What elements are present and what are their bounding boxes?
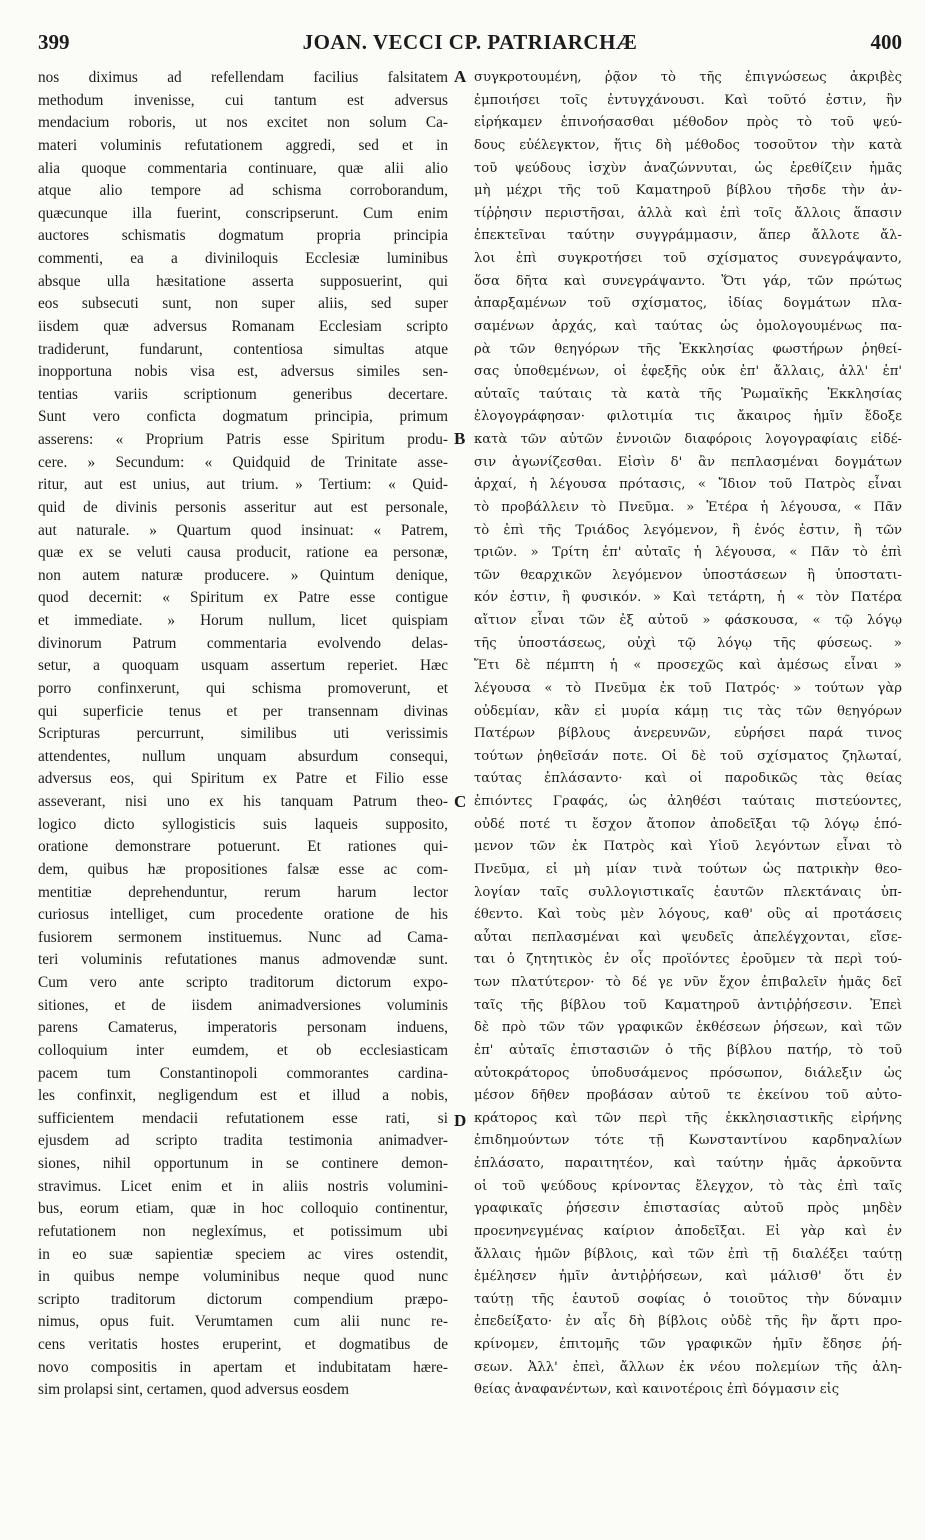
- greek-text-line: συγκροτουμένη, ῥᾷον τὸ τῆς ἐπιγνώσεως ἀκριβὲς: [474, 70, 902, 85]
- latin-text-line: nos diximus ad refellendam facilius falsitatem: [38, 69, 448, 86]
- greek-text-line: δὲ πρὸ τῶν τῶν γραφικῶν ἐκθέσεων ῥήσεων, καὶ τῶν: [474, 1020, 902, 1036]
- greek-text-line: ἐμποιήσει τοῖς ἐντυγχάνουσι. Καὶ τοῦτό ἐστιν, ἣν: [474, 92, 902, 108]
- latin-text-line: aut naturale. » Quartum quod insinuat: « Patrem,: [38, 521, 448, 539]
- greek-text-line: εἰρήκαμεν ἐπινοήσασθαι μέθοδον πρὸς τὸ τοῦ ψεύ-: [474, 115, 902, 131]
- greek-column: [474, 67, 902, 1517]
- latin-text-line: setur, a quoquam usquam assertum reperiet. Hæc: [38, 657, 448, 675]
- latin-text-line: bus, eorum etiam, quæ in hoc colloquio continentur,: [38, 1200, 448, 1218]
- latin-text-line: dem, quibus hæ propositiones falsæ esse ac com-: [38, 860, 448, 878]
- latin-text-line: mendacium roboris, ut nos excitet non solum Ca-: [38, 114, 448, 132]
- latin-text-line: auctores schismatis dogmatum propria principia: [38, 227, 448, 245]
- greek-text-line: τὸ ἐπὶ τῆς Τριάδος λεγόμενον, ἢ ἑνός ἐστιν, ἢ τῶν: [474, 522, 902, 538]
- greek-text-line: ἐπεκτεῖναι ταύτην συγγράμμασιν, ἅπερ ἄλλοτε ἄλ-: [474, 228, 902, 244]
- greek-text-line: κρίνομεν, ἐπιτομῆς τῶν γραφικῶν ἡμῖν ἔδησε ῥή-: [474, 1337, 902, 1352]
- greek-text-line: οὐδέ ποτέ τι ἔσχον ἄτοπον ἀποδεῖξαι τῷ λόγῳ ἑπό-: [474, 816, 902, 832]
- latin-text-line: pacem tum Constantinopoli commorantes cardina-: [38, 1064, 448, 1082]
- greek-text-line: ἀρχαί, ἡ λέγουσα πρότασις, « Ἴδιον τοῦ Πατρὸς εἶναι: [474, 477, 902, 493]
- greek-text-line: λοι ἐπὶ συγκροτήσει τοῦ σχίσματος συνεγράψαντο,: [474, 251, 902, 266]
- greek-text-line: ἐπ' αὐταῖς ἐπιστασιῶν ὁ τῆς βίβλου πατήρ, τὸ τοῦ: [474, 1042, 902, 1058]
- latin-text-line: colloquium inter eumdem, et ob ecclesiasticam: [38, 1041, 448, 1059]
- latin-text-line: porro confinxerunt, qui schisma promoverunt, et: [38, 679, 448, 697]
- latin-text-line: adversus eos, qui Spiritum ex Patre et Filio esse: [38, 770, 448, 788]
- latin-text-line: quid de divinis personis asseritur aut est personale,: [38, 498, 448, 516]
- latin-text-line: sim prolapsi sint, certamen, quod adversus eosdem: [38, 1381, 349, 1399]
- latin-text-line: quod decernit: « Spiritum ex Patre esse contigue: [38, 589, 448, 607]
- greek-text-line: κατὰ τῶν αὐτῶν ἐννοιῶν διαφόροις λογογραφίαις εἰδέ-: [474, 432, 902, 447]
- greek-text-line: ἀπαρξαμένων τοῦ σχίσματος, ἰδίας δογμάτων πλα-: [474, 296, 902, 312]
- greek-text-line: σαμένων ἀρχάς, καὶ ταύτας ὡς ὁμολογουμένως πα-: [474, 318, 902, 334]
- latin-column: [38, 67, 448, 1517]
- latin-text-line: attendentes, nullum unquam absurdum consequi,: [38, 747, 448, 765]
- greek-text-line: τούτων ῥηθεῖσάν ποτε. Οἱ δὲ τοῦ σχίσματος ζηλωταί,: [474, 748, 902, 764]
- latin-text-line: methodum invenisse, cui tantum est adversus: [38, 91, 448, 109]
- greek-text-line: τὸ προβάλλειν τὸ Πνεῦμα. » Ἑτέρα ἡ λέγουσα, « Πᾶν: [474, 499, 902, 515]
- greek-text-line: σας ὑποθεμένων, οἱ ἐφεξῆς οὐκ ἐπ' ἄλλαις, ἀλλ' ἐπ': [474, 364, 902, 380]
- latin-text-line: les confinxit, negligendum est et illud a nobis,: [38, 1087, 448, 1105]
- latin-text-line: curiosus intelliget, cum procedente oratione de his: [38, 906, 448, 924]
- greek-text-line: ἄλλαις ἡμῶν βίβλοις, καὶ τῶν ἐπὶ τῇ διαλέξει ταύτῃ: [474, 1246, 902, 1262]
- greek-text-line: θείας ἀναφανέντων, καὶ καινοτέροις ἐπὶ δόγμασιν εἰς: [474, 1382, 840, 1398]
- latin-text-line: tentias variis scriptionum generibus decertare.: [38, 385, 448, 403]
- page-header: [38, 30, 902, 60]
- latin-text-line: et immediate. » Horum nullum, licet quispiam: [38, 612, 448, 629]
- greek-text-line: μενον τῶν ἐκ Πατρὸς καὶ Υἱοῦ λεγόντων εἶναι τὸ: [474, 839, 902, 855]
- latin-text-line: in eo suæ sapientiæ speciem ac vires ostendit,: [38, 1245, 448, 1263]
- section-marker-a: A: [454, 67, 467, 86]
- greek-text-line: δους εὐέλεγκτον, ἥτις δὴ μέθοδος τοσοῦτον τὴν κατὰ: [474, 137, 902, 153]
- greek-text-line: Πατέρων βίβλους ἀνερευνῶν, εὑρήσει παρά τινος: [474, 726, 902, 742]
- section-marker-d: D: [454, 1111, 467, 1130]
- greek-text-line: ἐπιόντες Γραφάς, ὡς ἀληθέσι ταύταις πιστεύοντες,: [474, 794, 902, 809]
- latin-text-line: cens veritatis hostes eruperint, et dogmatibus de: [38, 1336, 448, 1353]
- greek-text-line: τοῦ ψεύδους ἰσχὺν ἀναζώννυται, ὡς ἐρεθίζειν ἡμᾶς: [474, 160, 902, 176]
- greek-text-line: Πνεῦμα, εἰ μὴ μίαν τινὰ τούτων ὡς πατρικὴν θεο-: [474, 861, 902, 877]
- greek-text-line: κράτορος καὶ τῶν περὶ τῆς ἐκκλησιαστικῆς εἰρήνης: [474, 1110, 902, 1126]
- greek-text-line: ἐπιδημούντων τότε τῇ Κωνσταντίνου καρδηναλίων: [474, 1133, 902, 1149]
- latin-text-line: divinorum Patrum commentaria evolvendo delas-: [38, 634, 448, 652]
- latin-text-line: inopportuna nobis visa est, adversus similes sen-: [38, 363, 448, 381]
- latin-text-line: quæ ex se veluti causa producit, ratione ea personæ,: [38, 544, 448, 562]
- latin-text-line: commenti, ea a diviniloquis Ecclesiæ luminibus: [38, 250, 448, 267]
- latin-text-line: Sunt vero conficta dogmatum principia, primum: [38, 408, 448, 426]
- greek-text-line: ταύτῃ τῆς ἑαυτοῦ σοφίας ὁ τοιοῦτος τὴν δύναμιν: [474, 1291, 902, 1307]
- latin-text-line: Cum vero ante scripto traditorum dictorum expo-: [38, 974, 448, 991]
- latin-text-line: materi voluminis refutationem aggredi, sed et in: [38, 136, 448, 154]
- latin-text-line: oratione demonstrare potuerunt. Et rationes qui-: [38, 838, 448, 856]
- greek-text-line: ται ὁ ζητητικὸς ἐν οἷς προϊόντες ἐροῦμεν τὰ περὶ τού-: [474, 952, 902, 968]
- latin-text-line: ritur, aut est unius, aut trium. » Tertium: « Quid-: [38, 476, 448, 494]
- greek-text-line: ὅσα δῆτα καὶ συνεγράψαντο. Ὅτι γάρ, τῶν πρώτως: [474, 273, 902, 289]
- greek-text-line: τῆς ὑποστάσεως, οὐχὶ τῷ λόγῳ τῆς φύσεως. »: [474, 635, 902, 651]
- greek-text-line: ἐμέλησεν ἡμῖν ἀντιῤῥήσεων, καὶ μάλισθ' ὅτι ἐν: [474, 1269, 902, 1285]
- page-number-right: 400: [870, 30, 902, 54]
- greek-text-line: ἐπλάσατο, παραιτητέον, καὶ ταύτην ἡμᾶς ἀρκοῦντα: [474, 1156, 902, 1171]
- latin-text-line: atque alio tempore ad schisma corroborandum,: [38, 182, 448, 200]
- latin-text-line: tradiderunt, fundarunt, contentiosa simultas atque: [38, 340, 448, 358]
- latin-text-line: teri voluminis refutationes manus admovendæ sunt.: [38, 951, 448, 969]
- greek-text-line: αἴτιον εἶναι τῶν ἐξ αὐτοῦ » φάσκουσα, « τῷ λόγῳ: [474, 613, 902, 628]
- latin-text-line: novo compositis in apertam et indubitatam hære-: [38, 1358, 448, 1376]
- latin-text-line: nimus, opus fuit. Verumtamen cum alii nunc re-: [38, 1313, 448, 1331]
- greek-text-line: έθεντο. Καὶ τοὺς μὲν λόγους, καθ' οὓς αἱ προτάσεις: [474, 907, 902, 923]
- greek-text-line: ἐλογογράφησαν· φιλοτιμία τις ἄκαιρος ἡμῖν ἔδοξε: [474, 409, 902, 425]
- greek-text-line: μέσον δῆθεν προβάσαν αὐτοῦ τε ἐκείνου τοῦ αὐτο-: [474, 1088, 902, 1104]
- latin-text-line: scripto traditorum dictorum compendium præpo-: [38, 1290, 448, 1308]
- running-title: JOAN. VECCI CP. PATRIARCHÆ: [302, 30, 638, 54]
- greek-text-line: ἐπεδείξατο· ἐν αἷς δὴ βίβλοις οὐδὲ τῆς ἣν ἄρτι προ-: [474, 1314, 902, 1330]
- greek-text-line: σιν ἀγωνίζεσθαι. Εἰσὶν δ' ἂν πεπλασμέναι δογμάτων: [474, 454, 902, 470]
- latin-text-line: in quibus nempe voluminibus neque quod nunc: [38, 1268, 448, 1286]
- greek-text-line: ταῖς τῆς βίβλου τοῦ Καματηροῦ ἀντιῤῥήσεσιν. Ἐπεὶ: [474, 997, 902, 1013]
- latin-text-line: absque ulla hæsitatione asserta supposuerint, qui: [38, 272, 448, 290]
- greek-text-line: των πλατύτερον· τὸ δέ γε νῦν ἔχον ἐπιβαλεῖν ἡμᾶς δεῖ: [474, 975, 902, 990]
- greek-text-line: ρὰ τῶν θεηγόρων τῆς Ἐκκλησίας φωστήρων ῥηθεί-: [474, 341, 902, 357]
- greek-text-line: προενηνεγμένας καίριον ἀποδεῖξαι. Εἰ γὰρ καὶ ἐν: [474, 1223, 902, 1239]
- greek-text-line: τριῶν. » Τρίτη ἐπ' αὐταῖς ἡ λέγουσα, « Πᾶν τὸ ἐπὶ: [474, 545, 902, 561]
- latin-text-line: Scripturas percurrunt, similibus uti verissimis: [38, 725, 448, 743]
- greek-text-line: οἱ τοῦ ψεύδους κρίνοντας ἔλεγχον, τὸ τὰς ἐπὶ ταῖς: [474, 1178, 902, 1194]
- greek-text-line: κόν ἐστιν, ἢ φυσικόν. » Καὶ τετάρτη, ἡ « τὸν Πατέρα: [474, 590, 902, 606]
- latin-text-line: ejusdem ad scripto tradita testimonia animadver-: [38, 1132, 448, 1150]
- greek-text-line: αὗται πεπλασμέναι καὶ ψευδεῖς ἀπελέγχονται, εἴσε-: [474, 929, 902, 945]
- latin-text-line: fusiorem sermonem instituemus. Nunc ad Cama-: [38, 928, 448, 946]
- greek-text-line: σεων. Ἀλλ' ἐπεὶ, ἄλλων ἐκ νέου πολεμίων τῆς ἀλη-: [474, 1359, 902, 1375]
- greek-text-line: αὐταῖς ταύταις τὰ κατὰ τῆς Ῥωμαϊκῆς Ἐκκλησίας: [474, 386, 902, 402]
- greek-text-line: αὐτοκράτορος ὑποδυσάμενος πρόσωπον, διάλεξιν ὡς: [474, 1065, 902, 1081]
- latin-text-line: quæcunque illa fuerint, conscripserunt. Cum enim: [38, 204, 448, 222]
- latin-text-line: stravimus. Licet enim et in aliis nostris volumini-: [38, 1177, 448, 1195]
- section-marker-b: B: [454, 429, 466, 448]
- latin-text-line: qui superficie tenus et per transennam divinas: [38, 702, 448, 720]
- latin-text-line: asseverant, nisi uno ex his tanquam Patrum theo-: [38, 793, 448, 810]
- latin-text-line: sufficientem mendacii refutationem esse rati, si: [38, 1109, 448, 1127]
- section-marker-c: C: [454, 792, 467, 811]
- greek-text-line: λογίαν ταῖς συλλογιστικαῖς ἑαυτῶν πλεκτάναις ὑπ-: [474, 884, 902, 900]
- greek-text-line: μὴ μέχρι τῆς τοῦ Καματηροῦ βίβλου τῆσδε τὴν ἀν-: [474, 183, 902, 199]
- greek-text-line: γραφικαῖς ῥήσεσιν ἐπιστασίας αὐτοῦ πρὸς μηδὲν: [474, 1201, 902, 1217]
- greek-text-line: λέγουσα « τὸ Πνεῦμα ἐκ τοῦ Πατρός· » τούτων γὰρ: [474, 680, 902, 696]
- latin-text-line: eos subsecuti sunt, non super aliis, sed super: [38, 295, 448, 313]
- latin-text-line: refutationem non neglexímus, et potissimum ubi: [38, 1222, 448, 1240]
- greek-text-line: τῶν θεαρχικῶν λεγόμενον ὑποστάσεων ἢ ὑποστατι-: [474, 567, 902, 583]
- greek-text-line: Ἔτι δὲ πέμπτη ἡ « προσεχῶς καὶ ἀμέσως εἶναι »: [474, 658, 902, 674]
- latin-text-line: asserens: « Proprium Patris esse Spiritum produ-: [38, 431, 448, 448]
- latin-text-line: parens Camaterus, imperatoris personam induens,: [38, 1019, 448, 1037]
- latin-text-line: cere. » Secundum: « Quidquid de Trinitate asse-: [38, 453, 448, 471]
- latin-text-line: mentitiæ deprehenduntur, rerum harum lector: [38, 883, 448, 901]
- latin-text-line: non autem naturæ producere. » Quintum denique,: [38, 566, 448, 584]
- latin-text-line: logico dicto syllogisticis suis laqueis supposito,: [38, 815, 448, 833]
- greek-text-line: τίῤῥησιν περιστῆσαι, ἀλλὰ καὶ ἐπὶ τοῖς ἄλλοις ἅπασιν: [474, 205, 902, 221]
- latin-text-line: siones, nihil opportunum in se continere demon-: [38, 1155, 448, 1172]
- latin-text-line: alia quoque commentaria continuare, quæ alii alio: [38, 159, 448, 177]
- latin-text-line: sitiones, et de iisdem animadversiones voluminis: [38, 996, 448, 1014]
- greek-text-line: οὐδεμίαν, κἂν εἰ μυρία κάμῃ τις τὰς τῶν θεηγόρων: [474, 703, 902, 719]
- greek-text-line: ταύτας ἐπλάσαντο· καὶ οἱ παροδικῶς τὰς θείας: [474, 771, 902, 787]
- page-number-left: 399: [38, 30, 70, 54]
- latin-text-line: iisdem quæ adversus Romanam Ecclesiam scripto: [38, 317, 448, 335]
